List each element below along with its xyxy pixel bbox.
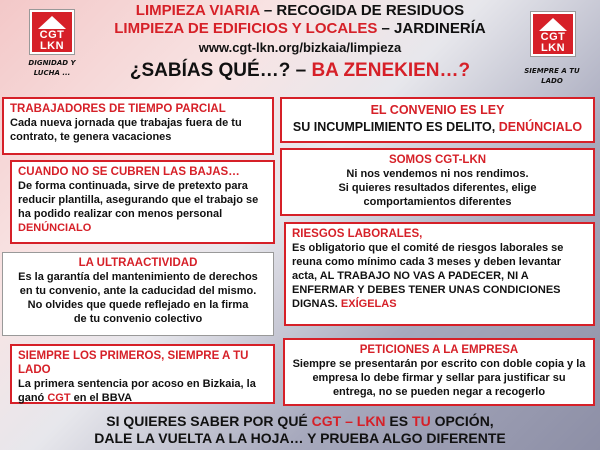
box-riesgos-line3: acta, AL TRABAJO NO VAS A PADECER, NI A [292, 270, 529, 282]
box-tiempo-parcial-title: TRABAJADORES DE TIEMPO PARCIAL [10, 103, 226, 115]
logo-left-text-1: CGT [39, 29, 65, 41]
box-siempre-gano: ganó [18, 392, 48, 404]
header-recogida: RECOGIDA DE RESIDUOS [276, 2, 465, 19]
box-siempre-cgt: CGT [47, 392, 71, 404]
question-eu: BA ZENEKIEN…? [311, 60, 471, 81]
header-limpieza-viaria: LIMPIEZA VIARIA [135, 2, 260, 19]
box-peticiones-line3: entrega, no se pueden negar a recogerlo [332, 386, 546, 398]
box-ultraactividad-line3: No olvides que quede reflejado en la firma [27, 299, 249, 311]
header-sep-1: – [259, 2, 277, 19]
box-bajas-line2: reducir plantilla, asegurando que el trabajo se [18, 194, 259, 206]
box-riesgos [284, 222, 595, 326]
slogan-right-line2: LADO [541, 77, 563, 85]
box-convenio [280, 97, 595, 143]
header-line-1 [60, 2, 540, 20]
box-siempre-line1: La primera sentencia por acoso en Bizkaia, la [18, 378, 256, 390]
slogan-left-line2: LUCHA ... [33, 69, 71, 77]
box-bajas [10, 160, 275, 244]
header-sep-2: – [377, 20, 395, 37]
box-siempre [10, 344, 275, 404]
box-somos [280, 148, 595, 216]
box-siempre-title: SIEMPRE LOS PRIMEROS, SIEMPRE A TU LADO [18, 350, 249, 376]
footer-prueba: Y PRUEBA ALGO DIFERENTE [303, 430, 506, 446]
header-limpieza-edificios: LIMPIEZA DE EDIFICIOS Y LOCALES [114, 20, 378, 37]
box-tiempo-parcial-line1: Cada nueva jornada que trabajas fuera de tu [10, 117, 242, 129]
box-riesgos-line1: Es obligatorio que el comité de riesgos laborales se [292, 242, 564, 254]
box-siempre-bbva: en el BBVA [70, 392, 133, 404]
box-bajas-line3: ha podido realizar con menos personal [18, 208, 223, 220]
box-ultraactividad [2, 252, 274, 336]
header-line-2 [60, 20, 540, 38]
box-riesgos-title: RIESGOS LABORALES, [292, 228, 423, 240]
header-question [60, 59, 540, 83]
box-peticiones [283, 338, 595, 406]
slogan-right-line1: SIEMPRE A TU [524, 67, 580, 75]
box-riesgos-exigelas: EXÍGELAS [340, 298, 397, 310]
box-convenio-line2 [288, 119, 587, 136]
box-peticiones-line2: empresa lo debe firmar y sellar para justificar su [312, 372, 566, 384]
box-peticiones-line1: Siempre se presentarán por escrito con doble copia y la [292, 358, 586, 370]
box-tiempo-parcial-line2: contrato, te genera vacaciones [10, 131, 172, 143]
box-convenio-denuncialo: DENÚNCIALO [498, 120, 583, 134]
slogan-left-line1: DIGNIDAD Y [28, 59, 76, 67]
box-somos-line3: comportamientos diferentes [363, 196, 512, 208]
box-convenio-line1: EL CONVENIO ES LEY [370, 103, 505, 117]
box-ultraactividad-line2: en tu convenio, ante la caducidad del mismo. [19, 285, 257, 297]
footer-line-2 [0, 430, 600, 447]
header-url[interactable]: www.cgt-lkn.org/bizkaia/limpieza [198, 40, 402, 55]
footer-si-quieres: SI QUIERES SABER POR QUÉ [106, 413, 312, 429]
box-riesgos-dignas: DIGNAS. [292, 298, 341, 310]
box-ultraactividad-line4: de tu convenio colectivo [73, 313, 203, 325]
box-tiempo-parcial [2, 97, 274, 155]
footer-opcion: OPCIÓN, [430, 413, 494, 429]
footer-dale-la-vuelta: DALE LA VUELTA A LA HOJA… [94, 430, 304, 446]
logo-right-text-2: LKN [540, 42, 566, 54]
box-somos-line1: Ni nos vendemos ni nos rendimos. [346, 168, 529, 180]
box-riesgos-line4: ENFERMAR Y DEBES TENER UNAS CONDICIONES [292, 284, 561, 296]
box-bajas-denuncialo: DENÚNCIALO [18, 222, 92, 234]
box-bajas-title: CUANDO NO SE CUBREN LAS BAJAS… [18, 166, 240, 178]
box-somos-title: SOMOS CGT-LKN [388, 154, 487, 166]
box-riesgos-line2: reuna como mínimo cada 3 meses y deben levantar [292, 256, 561, 268]
footer-es: ES [385, 413, 413, 429]
logo-right-text-1: CGT [540, 31, 566, 43]
box-bajas-line1: De forma continuada, sirve de pretexto para [18, 180, 248, 192]
logo-left-text-2: LKN [39, 40, 65, 52]
box-riesgos-line5 [292, 297, 587, 311]
box-somos-line2: Si quieres resultados diferentes, elige [338, 182, 537, 194]
header-jardineria: JARDINERÍA [394, 20, 486, 37]
box-siempre-line2 [18, 391, 267, 405]
box-convenio-line2-a: SU INCUMPLIMIENTO ES DELITO, [292, 120, 499, 134]
box-ultraactividad-line1: Es la garantía del mantenimiento de derechos [18, 271, 258, 283]
footer-cgt-lkn: CGT – LKN [311, 413, 386, 429]
footer-tu: TU [412, 413, 431, 429]
box-ultraactividad-title: LA ULTRAACTIVIDAD [78, 257, 198, 269]
question-es: ¿SABÍAS QUÉ…? – [129, 60, 312, 81]
footer-line-1 [0, 413, 600, 430]
box-peticiones-title: PETICIONES A LA EMPRESA [359, 344, 519, 356]
